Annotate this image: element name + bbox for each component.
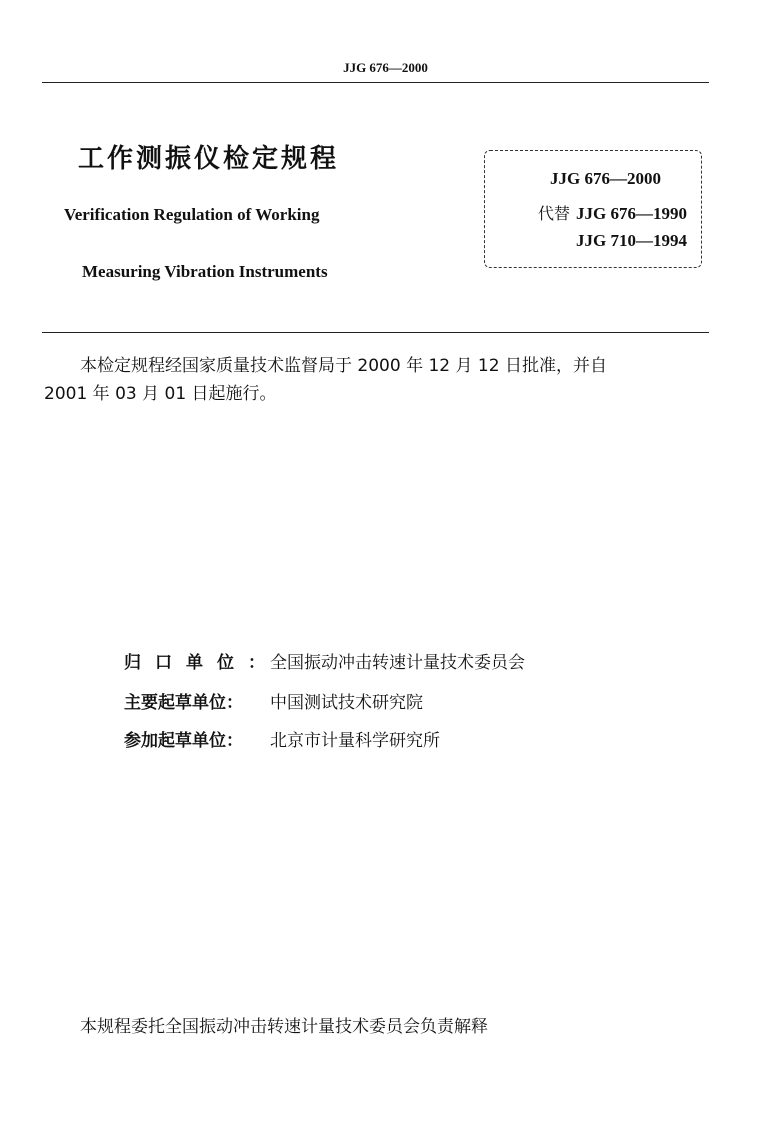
replacement-box — [484, 150, 702, 268]
middle-rule — [42, 332, 709, 333]
replaced-standard-2: JJG 710—1994 — [576, 231, 687, 250]
interpretation-note: 本规程委托全国振动冲击转速计量技术委员会负责解释 — [80, 1017, 488, 1037]
unit-value: 北京市计量科学研究所 — [270, 731, 440, 751]
replaced-standard-1: JJG 676—1990 — [576, 204, 687, 223]
unit-value: 中国测试技术研究院 — [270, 693, 423, 713]
approval-paragraph — [44, 352, 712, 408]
unit-value: 全国振动冲击转速计量技术委员会 — [270, 653, 525, 673]
unit-row-responsible — [124, 648, 525, 673]
replace-label: 代替 — [538, 204, 571, 223]
unit-label: 归口单位： — [124, 653, 279, 673]
document-code-header: JJG 676—2000 — [343, 60, 428, 75]
replaces-line-1 — [538, 201, 687, 224]
unit-label: 主要起草单位： — [124, 693, 243, 713]
top-rule — [42, 82, 709, 83]
title-english-line2: Measuring Vibration Instruments — [82, 262, 328, 281]
unit-row-main-drafter — [124, 688, 423, 713]
current-standard-code: JJG 676—2000 — [550, 169, 661, 188]
title-chinese: 工作测振仪检定规程 — [78, 144, 340, 174]
approval-line-1: 本检定规程经国家质量技术监督局于 2000 年 12 月 12 日批准，并自 — [80, 356, 607, 376]
title-english-line1: Verification Regulation of Working — [64, 205, 320, 224]
unit-label: 参加起草单位： — [124, 731, 243, 751]
unit-row-participating-drafter — [124, 726, 440, 751]
approval-line-2: 2001 年 03 月 01 日起施行。 — [44, 384, 277, 404]
